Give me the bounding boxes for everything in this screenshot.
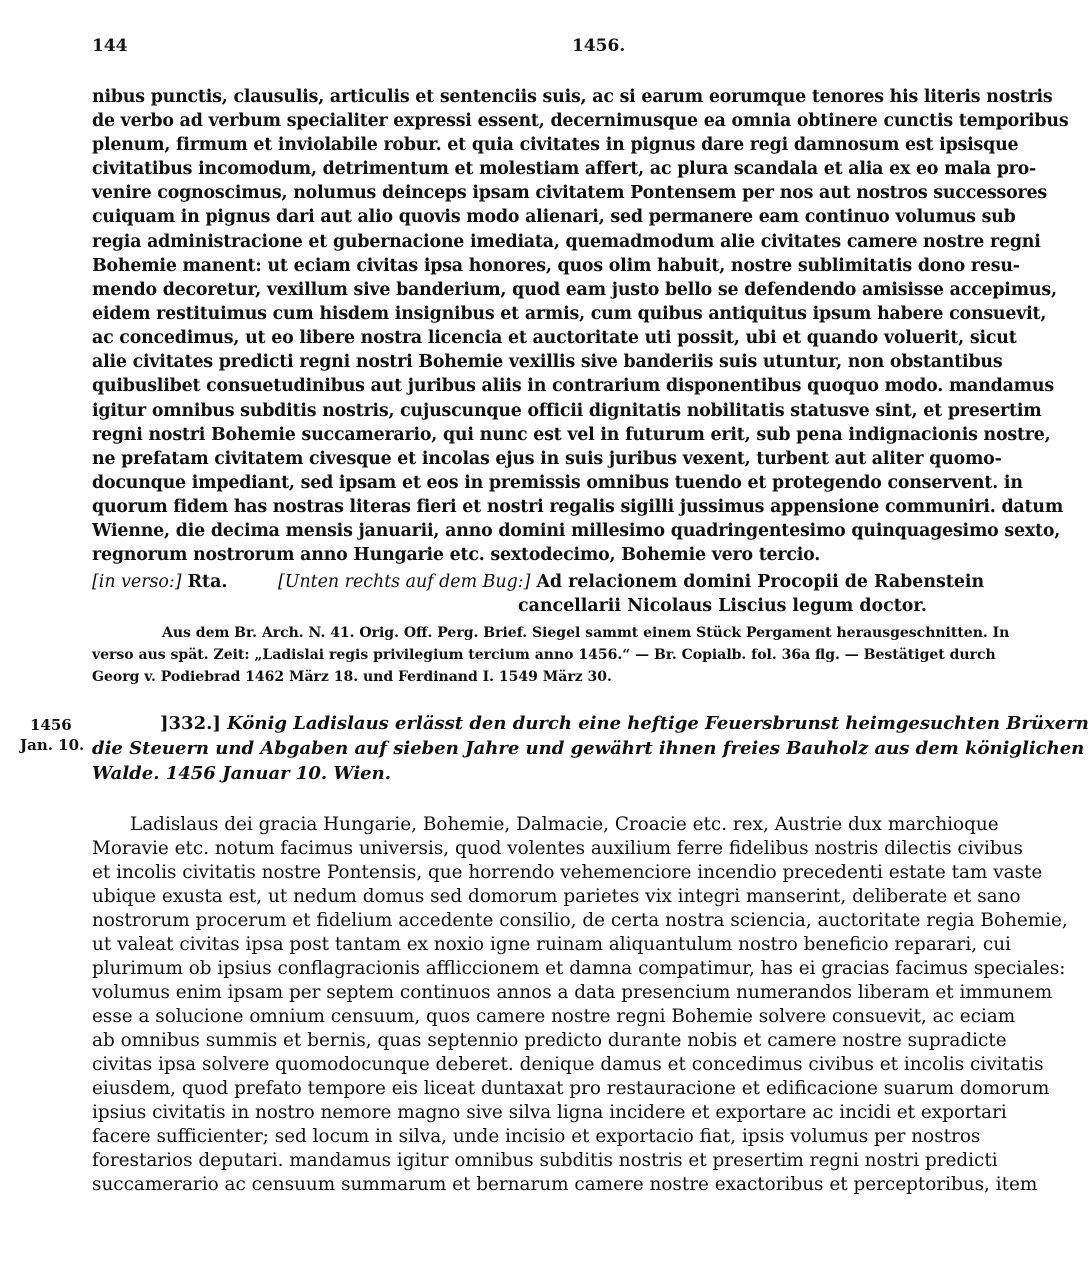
verso-annotation [92, 572, 227, 592]
text-line: venire cognoscimus, nolumus deinceps ipsam civitatem Pontensem per nos aut nostros successores [92, 183, 1047, 203]
text-line: regni nostri Bohemie succamerario, qui nunc est vel in futurum erit, sub pena indignacionis nostre, [92, 425, 1051, 445]
document-number: ]332.] [160, 713, 221, 734]
text-line: ut valeat civitas ipsa post tantam ex noxio igne ruinam aliquantulum nostro beneficio reparari, cui [92, 934, 1011, 955]
text-line: ac concedimus, ut eo libere nostra licencia et auctoritate uti possit, ubi et quando voluerit, sicut [92, 328, 1017, 348]
text-line: eiusdem, quod prefato tempore eis liceat duntaxat pro restauracione et edificacione suarum domorum [92, 1078, 1050, 1099]
text-line: succamerario ac censuum summarum et bernarum camere nostre exactoribus et perceptoribus, item [92, 1174, 1038, 1195]
source-note-line: verso aus spät. Zeit: „Ladislai regis privilegium tercium anno 1456.“ — Br. Copialb. fol. 36a flg. — Bestätiget durch [92, 647, 996, 663]
text-line: forestarios deputari. mandamus igitur omnibus subditis nostris et presertim regni nostri predicti [92, 1150, 998, 1171]
text-line: plurimum ob ipsius conflagracionis affliccionem et damna compatimur, has ei gracias facimus speciales: [92, 958, 1066, 979]
text-line: esse a solucione omnium censuum, quos camere nostre regni Bohemie solvere consuevit, ac eciam [92, 1006, 1016, 1027]
source-note-line: Aus dem Br. Arch. N. 41. Orig. Off. Perg. Brief. Siegel sammt einem Stück Pergament herausgeschnitten. In [162, 625, 1010, 641]
text-line: de verbo ad verbum specialiter expressi essent, decernimusque ea omnia obtinere cunctis temporibus [92, 111, 1069, 131]
text-line: et incolis civitatis nostre Pontensis, que horrendo vehemenciore incendio precedenti estate tam vaste [92, 862, 1043, 883]
document-heading-line: die Steuern und Abgaben auf sieben Jahre und gewährt ihnen freies Bauholz aus dem königlichen [92, 738, 1085, 759]
verso-label: [in verso:] [92, 572, 182, 592]
text-line: nibus punctis, clausulis, articulis et sentenciis suis, ac si earum eorumque tenores his literis nostris [92, 87, 1053, 107]
text-line: cuiquam in pignus dari aut alio quovis modo alienari, sed permanere eam continuo volumus sub [92, 207, 1016, 227]
text-line: regia administracione et gubernacione imediata, quemadmodum alie civitates camere nostre regni [92, 232, 1041, 252]
document-heading-line [160, 712, 1089, 736]
text-line: docunque impediant, sed ipsam et eos in premissis omnibus tuendo et protegendo conservent. in [92, 473, 1023, 493]
text-line: ipsius civitatis in nostro nemore magno sive silva ligna incidere et exportare ac incidi et exportari [92, 1102, 1007, 1123]
text-line: civitas ipsa solvere quomodocunque deberet. denique damus et concedimus civibus et incolis civitatis [92, 1054, 1044, 1075]
text-line: volumus enim ipsam per septem continuos annos a data presencium numerandos liberam et immunem [92, 982, 1053, 1003]
bug-annotation [278, 572, 984, 592]
text-line: Ladislaus dei gracia Hungarie, Bohemie, Dalmacie, Croacie etc. rex, Austrie dux marchioque [130, 814, 999, 835]
text-line: regnorum nostrorum anno Hungarie etc. sextodecimo, Bohemie vero tercio. [92, 545, 821, 565]
running-year: 1456. [572, 36, 626, 56]
bug-text: Ad relacionem domini Procopii de Rabenstein [536, 572, 985, 592]
text-line: Moravie etc. notum facimus universis, quod volentes auxilium ferre fidelibus nostris dilectis civibus [92, 838, 1023, 859]
text-line: ab omnibus summis et bernis, quas septennio predicto durante nobis et camere nostre supradicte [92, 1030, 1007, 1051]
bug-label: [Unten rechts auf dem Bug:] [278, 572, 531, 592]
source-note-line: Georg v. Podiebrad 1462 März 18. und Ferdinand I. 1549 März 30. [92, 669, 612, 685]
text-line: ubique exusta est, ut nedum domus sed domorum parietes vix integri manserint, deliberate et sano [92, 886, 1021, 907]
document-heading-line: Walde. 1456 Januar 10. Wien. [92, 763, 391, 784]
text-line: alie civitates predicti regni nostri Bohemie vexillis sive banderiis suis utuntur, non obstantibus [92, 352, 1003, 372]
text-line: igitur omnibus subditis nostris, cujuscunque officii dignitatis nobilitatis statusve sint, et presertim [92, 401, 1042, 421]
text-line: eidem restituimus cum hisdem insignibus et armis, cum quibus antiquitus ipsum habere consuevit, [92, 304, 1047, 324]
chancellor-line: cancellarii Nicolaus Liscius legum doctor. [518, 596, 927, 616]
text-line: mendo decoretur, vexillum sive banderium, quod eam justo bello se defendendo amisisse accepimus, [92, 280, 1057, 300]
text-line: quibuslibet consuetudinibus aut juribus aliis in contrarium disponentibus quoquo modo. mandamus [92, 376, 1054, 396]
text-line: civitatibus incomodum, detrimentum et molestiam affert, ac plura scandala et alia ex eo mala pro- [92, 159, 1037, 179]
text-line: nostrorum procerum et fidelium accedente consilio, de certa nostra sciencia, auctoritate regia Bohemie, [92, 910, 1068, 931]
text-line: plenum, firmum et inviolabile robur. et quia civitates in pignus dare regi damnosum est ipsisque [92, 135, 1019, 155]
page-number: 144 [92, 36, 128, 56]
page-header [92, 30, 912, 54]
text-line: facere sufficienter; sed locum in silva, unde incisio et exportacio fiat, ipsis volumus per nostros [92, 1126, 981, 1147]
margin-date: Jan. 10. [20, 736, 85, 754]
margin-year: 1456 [30, 716, 72, 734]
text-line: quorum fidem has nostras literas fieri et nostri regalis sigilli jussimus appensione communiri. datum [92, 497, 1064, 517]
text-line: Wienne, die decima mensis januarii, anno domini millesimo quadringentesimo quinquagesimo sexto, [92, 521, 1061, 541]
document-title-part: König Ladislaus erlässt den durch eine heftige Feuersbrunst heimgesuchten Brüxern [227, 713, 1089, 734]
verso-text: Rta. [187, 572, 228, 592]
text-line: Bohemie manent: ut eciam civitas ipsa honores, quos olim habuit, nostre sublimitatis dono resu- [92, 256, 1020, 276]
text-line: ne prefatam civitatem civesque et incolas ejus in suis juribus vexent, turbent aut aliter quomo- [92, 449, 1002, 469]
